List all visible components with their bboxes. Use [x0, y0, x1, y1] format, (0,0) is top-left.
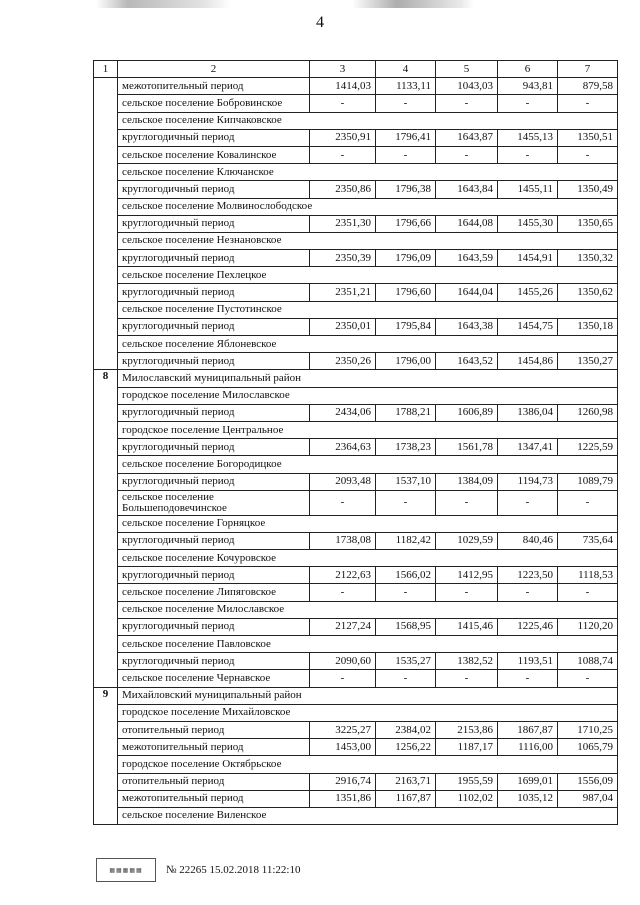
tariff-value: 1088,74 [558, 653, 618, 670]
table-row [94, 95, 618, 112]
tariff-value: 1386,04 [498, 404, 558, 421]
tariff-value: 1867,87 [498, 721, 558, 738]
row-index: 9 [94, 687, 118, 825]
tariff-value: - [376, 584, 436, 601]
tariff-value: 987,04 [558, 790, 618, 807]
settlement-heading: сельское поселение Пустотинское [118, 301, 618, 318]
table-row [94, 473, 618, 490]
row-label: сельское поселение Чернавское [118, 670, 310, 687]
tariff-value: - [498, 146, 558, 163]
tariff-value: 1350,32 [558, 250, 618, 267]
tariff-value: 1788,21 [376, 404, 436, 421]
table-row [94, 78, 618, 95]
district-name: Милославский муниципальный район [118, 370, 618, 387]
tariff-value: - [436, 490, 498, 515]
table-row [94, 232, 618, 249]
tariff-value: - [436, 146, 498, 163]
row-label: круглогодичный период [118, 215, 310, 232]
tariff-value: 1350,62 [558, 284, 618, 301]
row-label: круглогодичный период [118, 181, 310, 198]
table-row [94, 129, 618, 146]
tariff-value: 1384,09 [436, 473, 498, 490]
tariff-value: 1350,49 [558, 181, 618, 198]
tariff-value: - [558, 146, 618, 163]
tariff-value: 1102,02 [436, 790, 498, 807]
table-row [94, 584, 618, 601]
tariff-value: 1193,51 [498, 653, 558, 670]
tariff-value: 1225,59 [558, 439, 618, 456]
tariff-value: 1535,27 [376, 653, 436, 670]
table-row [94, 146, 618, 163]
row-label: круглогодичный период [118, 353, 310, 370]
tariff-value: - [310, 670, 376, 687]
table-row [94, 439, 618, 456]
settlement-heading: городское поселение Октябрьское [118, 756, 618, 773]
table-row [94, 387, 618, 404]
tariff-value: 1738,08 [310, 532, 376, 549]
tariff-value: 1350,65 [558, 215, 618, 232]
tariff-value: 1643,87 [436, 129, 498, 146]
table-row [94, 456, 618, 473]
tariff-value: 2351,30 [310, 215, 376, 232]
column-header: 7 [558, 61, 618, 78]
tariff-value: 1194,73 [498, 473, 558, 490]
table-row [94, 490, 618, 515]
column-header: 2 [118, 61, 310, 78]
tariff-value: 1043,03 [436, 78, 498, 95]
column-header: 3 [310, 61, 376, 78]
table-row [94, 198, 618, 215]
row-label: межотопительный период [118, 78, 310, 95]
row-label: круглогодичный период [118, 318, 310, 335]
tariff-value: 1455,26 [498, 284, 558, 301]
tariff-value: 1223,50 [498, 567, 558, 584]
table-row [94, 704, 618, 721]
table-row [94, 687, 618, 704]
tariff-value: 1256,22 [376, 739, 436, 756]
row-label: круглогодичный период [118, 129, 310, 146]
settlement-heading: сельское поселение Богородицкое [118, 456, 618, 473]
tariff-value: - [558, 95, 618, 112]
table-row [94, 636, 618, 653]
tariff-value: 1120,20 [558, 618, 618, 635]
tariff-value: 1454,91 [498, 250, 558, 267]
district-name: Михайловский муниципальный район [118, 687, 618, 704]
tariff-value: 1710,25 [558, 721, 618, 738]
settlement-heading: сельское поселение Пехлецкое [118, 267, 618, 284]
row-label: сельское поселение Бобровинское [118, 95, 310, 112]
tariff-value: 1454,75 [498, 318, 558, 335]
settlement-heading: сельское поселение Яблоневское [118, 336, 618, 353]
tariff-value: 1455,13 [498, 129, 558, 146]
tariff-value: - [310, 490, 376, 515]
table-row [94, 773, 618, 790]
table-row [94, 653, 618, 670]
tariff-value: 1566,02 [376, 567, 436, 584]
tariff-value: 1065,79 [558, 739, 618, 756]
tariff-value: 1455,30 [498, 215, 558, 232]
table-row [94, 807, 618, 824]
tariff-value: 1382,52 [436, 653, 498, 670]
settlement-heading: сельское поселение Горняцкое [118, 515, 618, 532]
tariff-value: 1089,79 [558, 473, 618, 490]
tariff-value: 1350,27 [558, 353, 618, 370]
tariff-value: 1347,41 [498, 439, 558, 456]
tariff-value: 1412,95 [436, 567, 498, 584]
table-row [94, 670, 618, 687]
row-label: сельское поселение Липяговское [118, 584, 310, 601]
tariff-value: 1133,11 [376, 78, 436, 95]
tariff-value: - [376, 670, 436, 687]
tariff-value: 1955,59 [436, 773, 498, 790]
table-row [94, 550, 618, 567]
tariff-value: 2434,06 [310, 404, 376, 421]
tariff-value: - [498, 584, 558, 601]
tariff-value: 943,81 [498, 78, 558, 95]
tariff-value: 2090,60 [310, 653, 376, 670]
column-header: 5 [436, 61, 498, 78]
table-row [94, 739, 618, 756]
table-row [94, 601, 618, 618]
settlement-heading: городское поселение Милославское [118, 387, 618, 404]
tariff-value: 2350,39 [310, 250, 376, 267]
tariff-value: - [310, 584, 376, 601]
table-row [94, 515, 618, 532]
tariff-value: 879,58 [558, 78, 618, 95]
tariff-value: 1035,12 [498, 790, 558, 807]
tariff-value: 2122,63 [310, 567, 376, 584]
tariff-value: - [436, 95, 498, 112]
row-label: круглогодичный период [118, 250, 310, 267]
table-row [94, 318, 618, 335]
row-label: сельское поселение Ковалинское [118, 146, 310, 163]
tariff-value: 1167,87 [376, 790, 436, 807]
row-label: круглогодичный период [118, 473, 310, 490]
tariff-value: 1350,18 [558, 318, 618, 335]
tariff-value: 2916,74 [310, 773, 376, 790]
table-row [94, 181, 618, 198]
tariff-value: 1350,51 [558, 129, 618, 146]
table-row [94, 790, 618, 807]
tariff-value: - [310, 95, 376, 112]
tariff-value: 1260,98 [558, 404, 618, 421]
settlement-heading: городское поселение Центральное [118, 421, 618, 438]
row-index: 8 [94, 370, 118, 687]
row-label: круглогодичный период [118, 567, 310, 584]
column-header: 6 [498, 61, 558, 78]
document-registration-stamp: № 22265 15.02.2018 11:22:10 [166, 864, 301, 876]
tariff-value: 1796,00 [376, 353, 436, 370]
tariff-value: 2350,91 [310, 129, 376, 146]
table-row [94, 618, 618, 635]
document-footer [96, 858, 300, 882]
tariff-table-body [94, 61, 618, 825]
page-number: 4 [316, 14, 324, 31]
tariff-value: - [436, 584, 498, 601]
table-row [94, 370, 618, 387]
table-row [94, 164, 618, 181]
tariff-value: 1644,04 [436, 284, 498, 301]
tariff-value: 1561,78 [436, 439, 498, 456]
settlement-heading: сельское поселение Молвинослободское [118, 198, 618, 215]
settlement-heading: городское поселение Михайловское [118, 704, 618, 721]
settlement-heading: сельское поселение Виленское [118, 807, 618, 824]
row-label: круглогодичный период [118, 404, 310, 421]
tariff-value: 2350,01 [310, 318, 376, 335]
tariff-value: - [498, 670, 558, 687]
tariff-value: 1568,95 [376, 618, 436, 635]
table-row [94, 756, 618, 773]
scan-edge-artifact [0, 0, 640, 8]
settlement-heading: сельское поселение Ключанское [118, 164, 618, 181]
table-row [94, 353, 618, 370]
settlement-heading: сельское поселение Кипчаковское [118, 112, 618, 129]
tariff-value: 840,46 [498, 532, 558, 549]
tariff-value: 1351,86 [310, 790, 376, 807]
tariff-value: 1796,41 [376, 129, 436, 146]
tariff-value: 2163,71 [376, 773, 436, 790]
table-row [94, 421, 618, 438]
tariff-value: 1118,53 [558, 567, 618, 584]
tariff-value: 2351,21 [310, 284, 376, 301]
tariff-value: 1537,10 [376, 473, 436, 490]
tariff-value: 1738,23 [376, 439, 436, 456]
tariff-value: 735,64 [558, 532, 618, 549]
table-row [94, 404, 618, 421]
tariff-value: 1225,46 [498, 618, 558, 635]
tariff-value: 1643,59 [436, 250, 498, 267]
tariff-value: 2153,86 [436, 721, 498, 738]
row-label: сельское поселение Большеподовечинское [118, 490, 310, 515]
tariff-value: 1556,09 [558, 773, 618, 790]
tariff-value: 1643,52 [436, 353, 498, 370]
table-row [94, 250, 618, 267]
tariff-value: - [558, 490, 618, 515]
table-row [94, 532, 618, 549]
row-label: отопительный период [118, 773, 310, 790]
row-label: отопительный период [118, 721, 310, 738]
tariff-value: - [376, 146, 436, 163]
row-label: круглогодичный период [118, 618, 310, 635]
row-label: межотопительный период [118, 790, 310, 807]
tariff-value: 1415,46 [436, 618, 498, 635]
tariff-value: 1796,38 [376, 181, 436, 198]
tariff-value: 2350,26 [310, 353, 376, 370]
tariff-value: 1414,03 [310, 78, 376, 95]
tariff-value: 1116,00 [498, 739, 558, 756]
tariff-value: 1606,89 [436, 404, 498, 421]
tariff-value: - [436, 670, 498, 687]
table-row [94, 567, 618, 584]
tariff-value: - [310, 146, 376, 163]
table-row [94, 267, 618, 284]
tariff-value: - [376, 490, 436, 515]
tariff-value: 3225,27 [310, 721, 376, 738]
row-label: круглогодичный период [118, 284, 310, 301]
tariff-value: 2127,24 [310, 618, 376, 635]
tariff-value: 1454,86 [498, 353, 558, 370]
tariff-value: 2384,02 [376, 721, 436, 738]
table-row [94, 215, 618, 232]
tariff-value: - [558, 670, 618, 687]
tariff-value: 1796,66 [376, 215, 436, 232]
registry-logo-icon: ▦▦▦▦▦ [96, 858, 156, 882]
tariff-value: 2093,48 [310, 473, 376, 490]
column-header: 4 [376, 61, 436, 78]
tariff-value: 1795,84 [376, 318, 436, 335]
tariff-value: 1796,09 [376, 250, 436, 267]
settlement-heading: сельское поселение Незнановское [118, 232, 618, 249]
row-label: межотопительный период [118, 739, 310, 756]
tariff-value: - [498, 95, 558, 112]
tariff-table [93, 60, 618, 825]
tariff-value: 2350,86 [310, 181, 376, 198]
tariff-value: 1187,17 [436, 739, 498, 756]
row-label: круглогодичный период [118, 439, 310, 456]
tariff-value: 1029,59 [436, 532, 498, 549]
row-label: круглогодичный период [118, 532, 310, 549]
tariff-value: 1699,01 [498, 773, 558, 790]
tariff-value: 1643,38 [436, 318, 498, 335]
table-row [94, 301, 618, 318]
tariff-value: 1453,00 [310, 739, 376, 756]
table-row [94, 112, 618, 129]
table-row [94, 336, 618, 353]
column-header: 1 [94, 61, 118, 78]
tariff-value: - [558, 584, 618, 601]
tariff-value: 1182,42 [376, 532, 436, 549]
settlement-heading: сельское поселение Милославское [118, 601, 618, 618]
row-label: круглогодичный период [118, 653, 310, 670]
tariff-value: 1796,60 [376, 284, 436, 301]
tariff-value: - [376, 95, 436, 112]
row-index [94, 78, 118, 370]
tariff-value: - [498, 490, 558, 515]
settlement-heading: сельское поселение Кочуровское [118, 550, 618, 567]
table-row [94, 284, 618, 301]
tariff-value: 2364,63 [310, 439, 376, 456]
table-row [94, 721, 618, 738]
settlement-heading: сельское поселение Павловское [118, 636, 618, 653]
tariff-value: 1455,11 [498, 181, 558, 198]
table-header-row [94, 61, 618, 78]
tariff-value: 1643,84 [436, 181, 498, 198]
tariff-value: 1644,08 [436, 215, 498, 232]
